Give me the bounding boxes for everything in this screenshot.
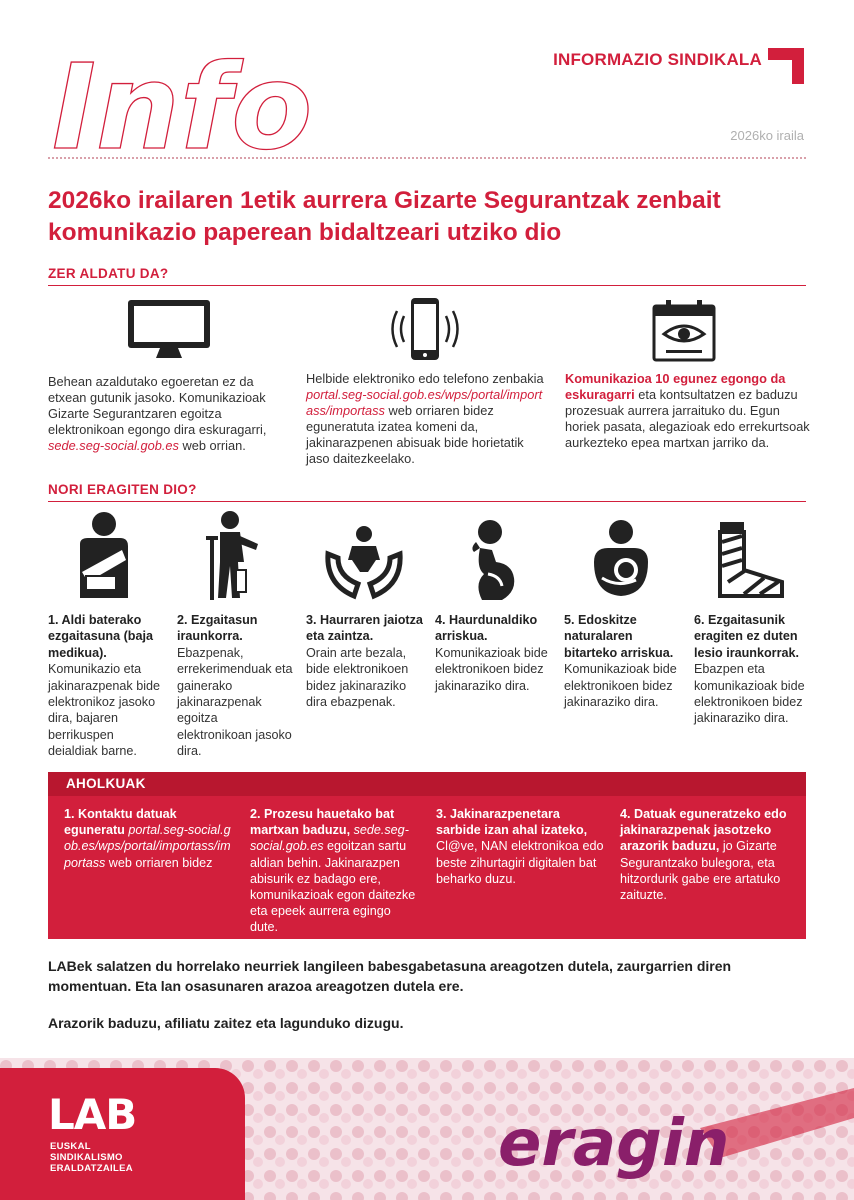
leg-cast-icon: [716, 520, 786, 600]
corner-mark-icon: [768, 48, 804, 84]
change-text-3: Komunikazioa 10 egunez egongo da eskuragarri eta kontsultatzen ez baduzu prozesuak aurrera jarraituko du. Egun horiek pasata, alegazioak edo errekurtsoak aurkezteko epea martxan jarriko da.: [565, 371, 810, 450]
affected-item-6: [694, 612, 812, 727]
affected-item-1: [48, 612, 166, 760]
affected-item-title: 1. Aldi baterako ezgaitasuna (baja medikua).: [48, 613, 153, 660]
divider: [48, 157, 806, 159]
affected-item-3: [306, 612, 424, 710]
section-label: INFORMAZIO SINDIKALA: [553, 50, 762, 69]
change-text-2: Helbide elektroniko edo telefono zenbakia portal.seg-social.gob.es/wps/portal/importass/importass web orriaren bidez eguneratuta izatea komeni da, jakinarazpenen abisuak bide horietatik jaso daitezkeelako.: [306, 371, 544, 466]
sede-link[interactable]: sede.seg-social.gob.es: [250, 823, 409, 854]
eragin-campaign-logo: [490, 1105, 760, 1185]
monitor-icon: [126, 298, 212, 362]
affected-item-text: Komunikazio eta jakinarazpenak bide elektronikoz jasoko dira, bajaren berrikuspen deialdiak barne.: [48, 662, 161, 759]
closing-call: Arazorik baduzu, afiliatu zaitez eta lagunduko dizugu.: [48, 1015, 404, 1031]
affected-item-text: Orain arte bezala, bide elektronikoen bidez jakinaraziko dira ebazpenak.: [306, 645, 409, 710]
svg-text:eragin: eragin: [498, 1107, 730, 1181]
advice-item-2: 2. Prozesu hauetako bat martxan baduzu, sede.seg-social.gob.es egoitzan sartu aldian behin. Jakinarazpen abisurik ez badago ere, komunikazioak egon daitezke eta epeek aurrera egingo dute.: [250, 807, 416, 935]
affected-item-text: Komunikazioak bide elektronikoen bidez jakinaraziko dira.: [435, 645, 548, 693]
affected-item-text: Ebazpen eta komunikazioak bide elektronikoen bidez jakinaraziko dira.: [694, 662, 805, 726]
sede-link[interactable]: sede.seg-social.gob.es: [48, 438, 179, 453]
affected-item-title: 6. Ezgaitasunik eragiten ez duten lesio iraunkorrak.: [694, 613, 799, 660]
lab-tagline: EUSKAL SINDIKALISMO ERALDATZAILEA: [50, 1141, 133, 1174]
breastfeeding-icon: [588, 518, 654, 600]
portal-link[interactable]: portal.seg-social.gob.es/wps/portal/importass/importass: [64, 823, 231, 870]
advice-item-4: 4. Datuak eguneratzeko edo jakinarazpenak jasotzeko arazorik baduzu, jo Gizarte Segurantzako bulegora, eta hitzordurik gabe ere artatuko zaituzte.: [620, 807, 787, 903]
section-rule: [48, 285, 806, 286]
baby-hands-icon: [324, 524, 404, 600]
page-title: 2026ko irailaren 1etik aurrera Gizarte Segurantzak zenbait komunikazio paperean bidaltzeari utziko dio: [48, 187, 721, 246]
advice-header-band: [48, 772, 806, 796]
section-title-affected: NORI ERAGITEN DIO?: [48, 482, 197, 497]
affected-item-2: [177, 612, 295, 760]
pregnant-icon: [466, 518, 524, 602]
issue-date: 2026ko iraila: [730, 128, 804, 143]
crutch-icon: [204, 510, 264, 600]
smartphone-icon: [384, 296, 466, 362]
affected-item-text: Komunikazioak bide elektronikoen bidez jakinaraziko dira.: [564, 662, 677, 710]
section-rule: [48, 501, 806, 502]
section-title-changes: ZER ALDATU DA?: [48, 266, 169, 281]
lab-logo: LAB: [48, 1090, 137, 1139]
closing-statement: LABek salatzen du horrelako neurriek langileen babesgabetasuna areagotzen dutela, zaurgarrien diren momentuan. Eta lan osasunaren arazoa areagotzen dutela ere.: [48, 958, 732, 994]
advice-item-1: 1. Kontaktu datuak eguneratu portal.seg-social.gob.es/wps/portal/importass/importass web orriaren bidez: [64, 807, 231, 870]
affected-item-text: Ebazpenak, errekerimenduak eta gainerako jakinarazpenak egoitza elektronikoan jasoko dira.: [177, 645, 293, 759]
advice-item-3: 3. Jakinarazpenetara sarbide izan ahal izateko, Cl@ve, NAN elektronikoa edo beste zihurtagiri digitalen bat beharko duzu.: [436, 807, 604, 886]
portal-link[interactable]: portal.seg-social.gob.es/wps/portal/importass/importass: [306, 387, 543, 418]
affected-item-title: 5. Edoskitze naturalaren bitarteko arriskua.: [564, 613, 674, 660]
affected-item-5: [564, 612, 682, 710]
advice-title: AHOLKUAK: [66, 776, 146, 791]
affected-item-title: 4. Haurdunaldiko arriskua.: [435, 613, 538, 644]
affected-item-4: [435, 612, 553, 694]
change-text-1: Behean azaldutako egoeretan ez da etxean gutunik jasoko. Komunikazioak Gizarte Segurantzaren egoitza elektronikoan egongo dira eskuragarri, sede.seg-social.gob.es web orrian.: [48, 374, 267, 453]
arm-sling-icon: [72, 510, 136, 600]
affected-item-title: 2. Ezgaitasun iraunkorra.: [177, 613, 258, 644]
info-brand-logo: [48, 40, 378, 160]
affected-item-title: 3. Haurraren jaiotza eta zaintza.: [306, 613, 423, 644]
brand-word: Info: [52, 40, 313, 160]
calendar-eye-icon: [652, 298, 716, 362]
